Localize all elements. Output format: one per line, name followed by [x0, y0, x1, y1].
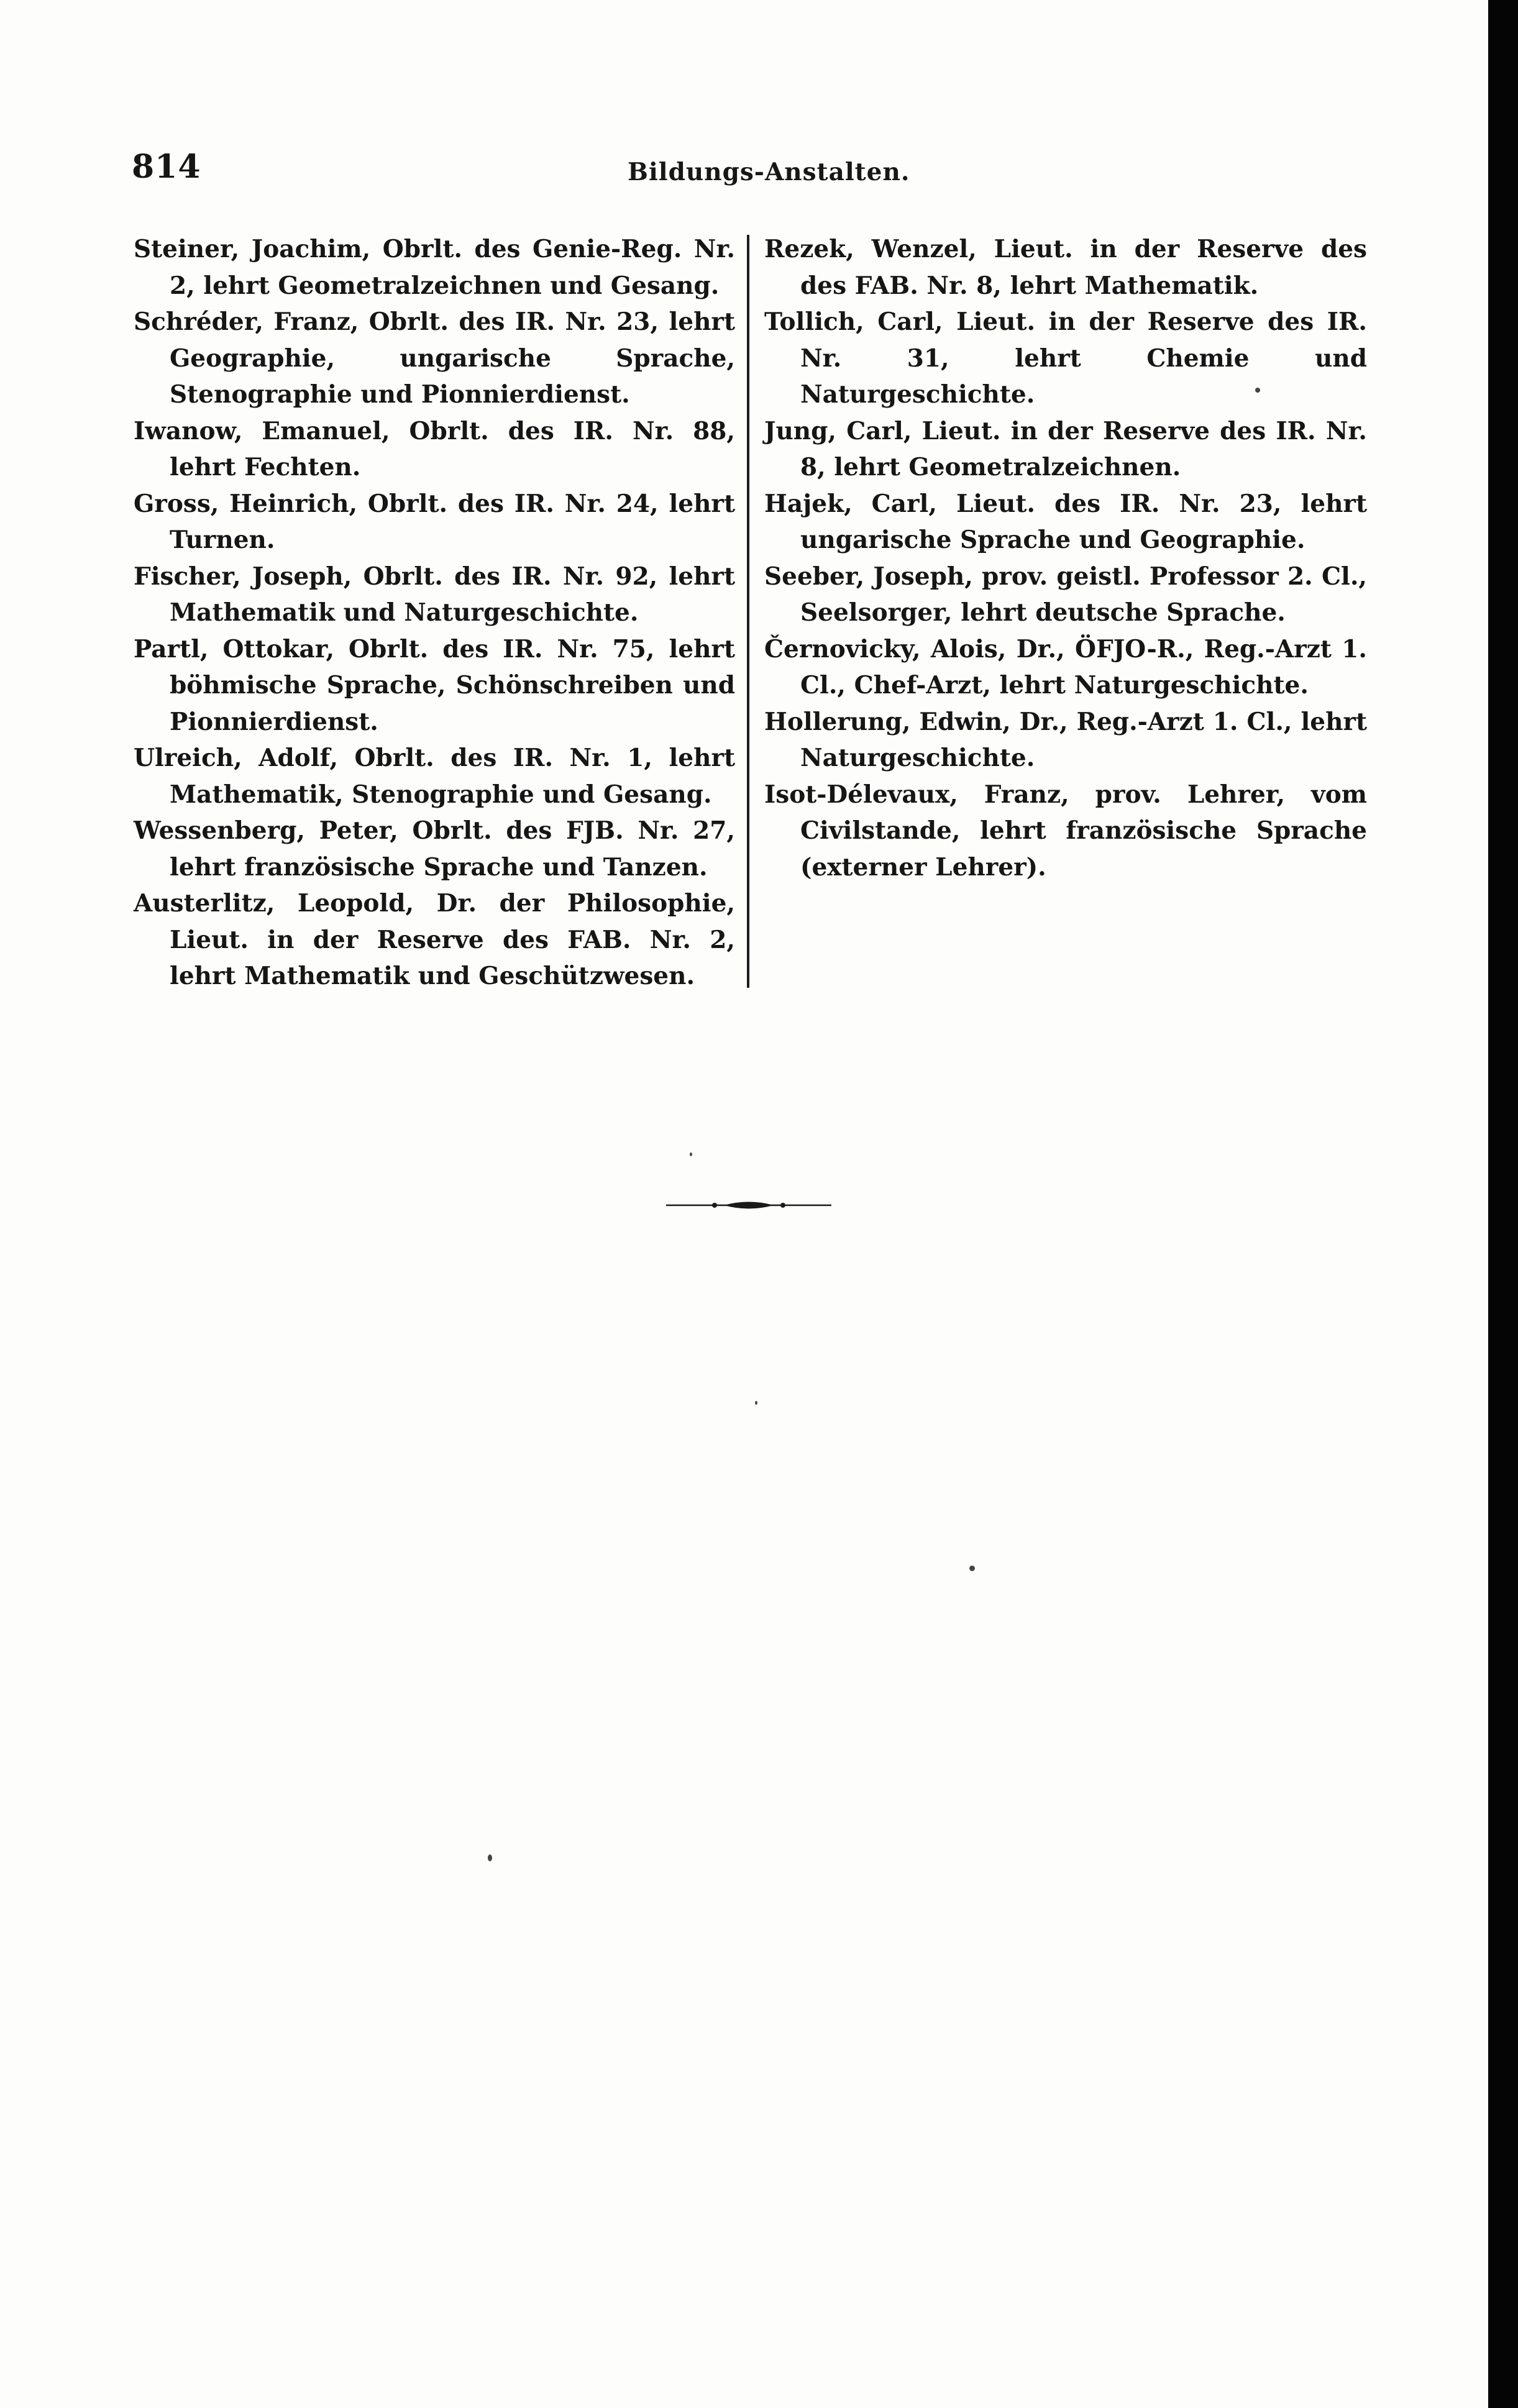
list-item: Jung, Carl, Lieut. in der Reserve des IR. Nr. 8, lehrt Geometralzeichnen. — [764, 416, 1367, 481]
list-item: Hollerung, Edwin, Dr., Reg.-Arzt 1. Cl., lehrt Naturgeschichte. — [764, 707, 1367, 772]
print-speck — [755, 1401, 757, 1405]
list-item: Wessenberg, Peter, Obrlt. des FJB. Nr. 27, lehrt französische Sprache und Tanzen. — [134, 816, 735, 882]
list-item: Ulreich, Adolf, Obrlt. des IR. Nr. 1, lehrt Mathematik, Stenographie und Gesang. — [134, 744, 735, 809]
list-item: Isot-Délevaux, Franz, prov. Lehrer, vom Civilstande, lehrt französische Sprache (externer Lehrer). — [764, 780, 1367, 882]
print-speck — [969, 1566, 975, 1571]
list-item: Partl, Ottokar, Obrlt. des IR. Nr. 75, lehrt böhmische Sprache, Schönschreiben und Pionnierdienst. — [134, 634, 735, 736]
left-column — [134, 231, 735, 995]
list-item: Schréder, Franz, Obrlt. des IR. Nr. 23, lehrt Geographie, ungarische Sprache, Stenographie und Pionnierdienst. — [134, 308, 735, 409]
running-head: Bildungs-Anstalten. — [628, 158, 910, 186]
print-speck — [1255, 388, 1260, 393]
ornament-divider-icon — [665, 1196, 833, 1215]
list-item: Fischer, Joseph, Obrlt. des IR. Nr. 92, lehrt Mathematik und Naturgeschichte. — [134, 562, 735, 627]
list-item: Steiner, Joachim, Obrlt. des Genie-Reg. Nr. 2, lehrt Geometralzeichnen und Gesang. — [134, 235, 735, 300]
list-item: Hajek, Carl, Lieut. des IR. Nr. 23, lehrt ungarische Sprache und Geographie. — [764, 489, 1367, 554]
column-divider — [747, 235, 749, 988]
print-speck — [690, 1152, 692, 1156]
list-item: Černovicky, Alois, Dr., ÖFJO-R., Reg.-Arzt 1. Cl., Chef-Arzt, lehrt Naturgeschichte. — [764, 634, 1367, 700]
list-item: Tollich, Carl, Lieut. in der Reserve des IR. Nr. 31, lehrt Chemie und Naturgeschichte. — [764, 308, 1367, 409]
list-item: Austerlitz, Leopold, Dr. der Philosophie, Lieut. in der Reserve des FAB. Nr. 2, lehrt Mathematik und Geschützwesen. — [134, 889, 735, 990]
list-item: Rezek, Wenzel, Lieut. in der Reserve des des FAB. Nr. 8, lehrt Mathematik. — [764, 235, 1367, 300]
page-number: 814 — [132, 148, 201, 186]
print-speck — [488, 1854, 492, 1861]
right-column — [764, 231, 1367, 885]
list-item: Iwanow, Emanuel, Obrlt. des IR. Nr. 88, lehrt Fechten. — [134, 416, 735, 481]
page-edge-shadow — [1488, 0, 1518, 2408]
list-item: Seeber, Joseph, prov. geistl. Professor 2. Cl., Seelsorger, lehrt deutsche Sprache. — [764, 562, 1367, 627]
list-item: Gross, Heinrich, Obrlt. des IR. Nr. 24, lehrt Turnen. — [134, 489, 735, 554]
